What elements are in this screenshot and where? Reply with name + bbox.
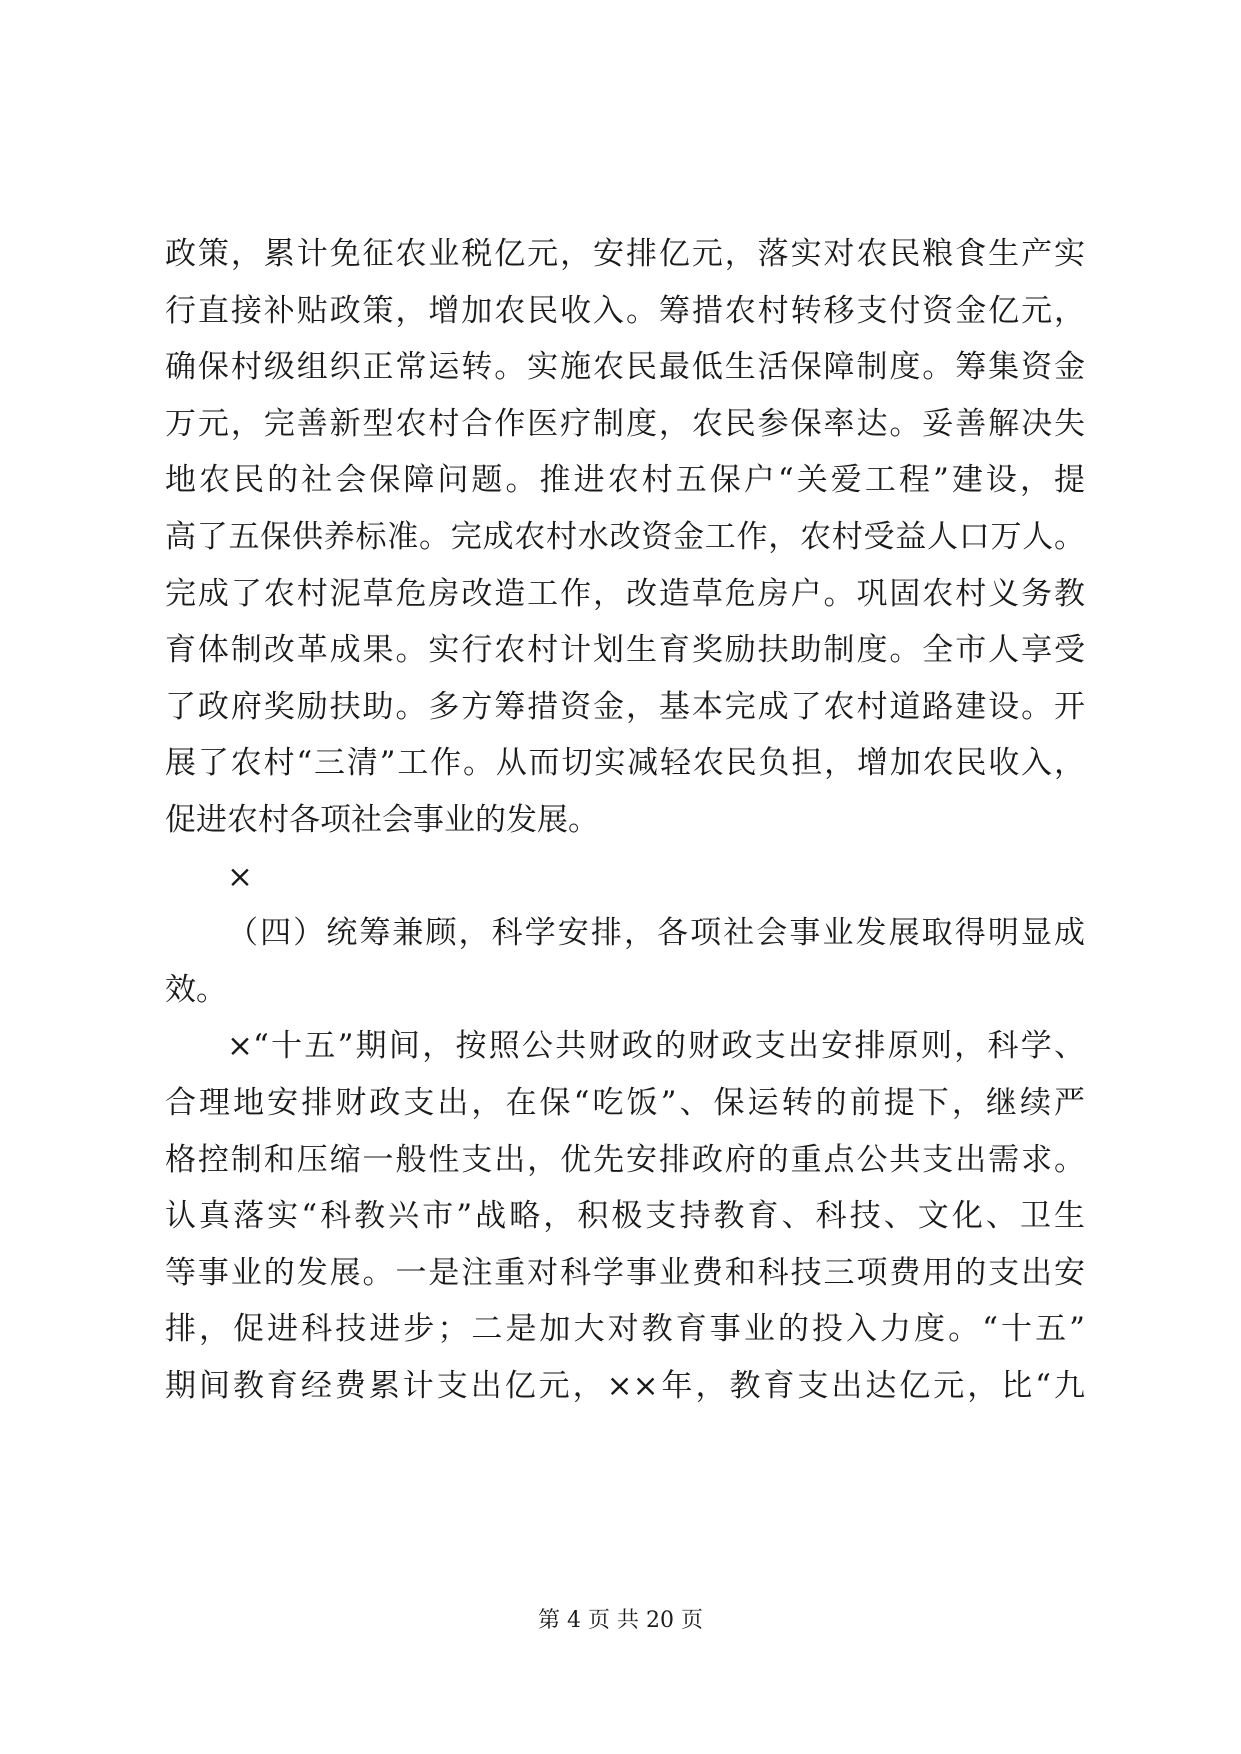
text-line: 等事业的发展。一是注重对科学事业费和科技三项费用的支出安 <box>165 1254 1085 1291</box>
text-line: 育体制改革成果。实行农村计划生育奖励扶助制度。全市人享受 <box>165 632 1085 669</box>
page-number-footer: 第 4 页 共 20 页 <box>538 1608 703 1633</box>
text-line: 期间教育经费累计支出亿元，××年，教育支出达亿元，比“九 <box>165 1367 1085 1404</box>
text-line: 完成了农村泥草危房改造工作，改造草危房户。巩固农村义务教 <box>165 575 1085 612</box>
text-line: 万元，完善新型农村合作医疗制度，农民参保率达。妥善解决失 <box>165 405 1085 442</box>
text-line: 促进农村各项社会事业的发展。 <box>165 801 599 838</box>
placeholder-mark: × <box>227 858 253 895</box>
text-line: 展了农村“三清”工作。从而切实减轻农民负担，增加农民收入， <box>165 745 1085 782</box>
section-heading: （四）统筹兼顾，科学安排，各项社会事业发展取得明显成 <box>227 915 1085 952</box>
text-line: 认真落实“科教兴市”战略，积极支持教育、科技、文化、卫生 <box>165 1198 1085 1235</box>
text-line: 了政府奖励扶助。多方筹措资金，基本完成了农村道路建设。开 <box>165 688 1085 725</box>
text-line: 效。 <box>165 971 227 1008</box>
text-line: 地农民的社会保障问题。推进农村五保户“关爱工程”建设，提 <box>165 462 1085 499</box>
text-line: 高了五保供养标准。完成农村水改资金工作，农村受益人口万人。 <box>165 518 1085 555</box>
text-line: 排，促进科技进步；二是加大对教育事业的投入力度。“十五” <box>165 1311 1085 1348</box>
text-line: 合理地安排财政支出，在保“吃饭”、保运转的前提下，继续严 <box>165 1084 1085 1121</box>
document-body <box>165 226 1085 1414</box>
text-line: 格控制和压缩一般性支出，优先安排政府的重点公共支出需求。 <box>165 1141 1085 1178</box>
text-line: 确保村级组织正常运转。实施农民最低生活保障制度。筹集资金 <box>165 349 1085 386</box>
text-line: 政策，累计免征农业税亿元，安排亿元，落实对农民粮食生产实 <box>165 236 1085 272</box>
text-line: 行直接补贴政策，增加农民收入。筹措农村转移支付资金亿元， <box>165 292 1085 329</box>
paragraph-start: ×“十五”期间，按照公共财政的财政支出安排原则，科学、 <box>227 1028 1085 1065</box>
